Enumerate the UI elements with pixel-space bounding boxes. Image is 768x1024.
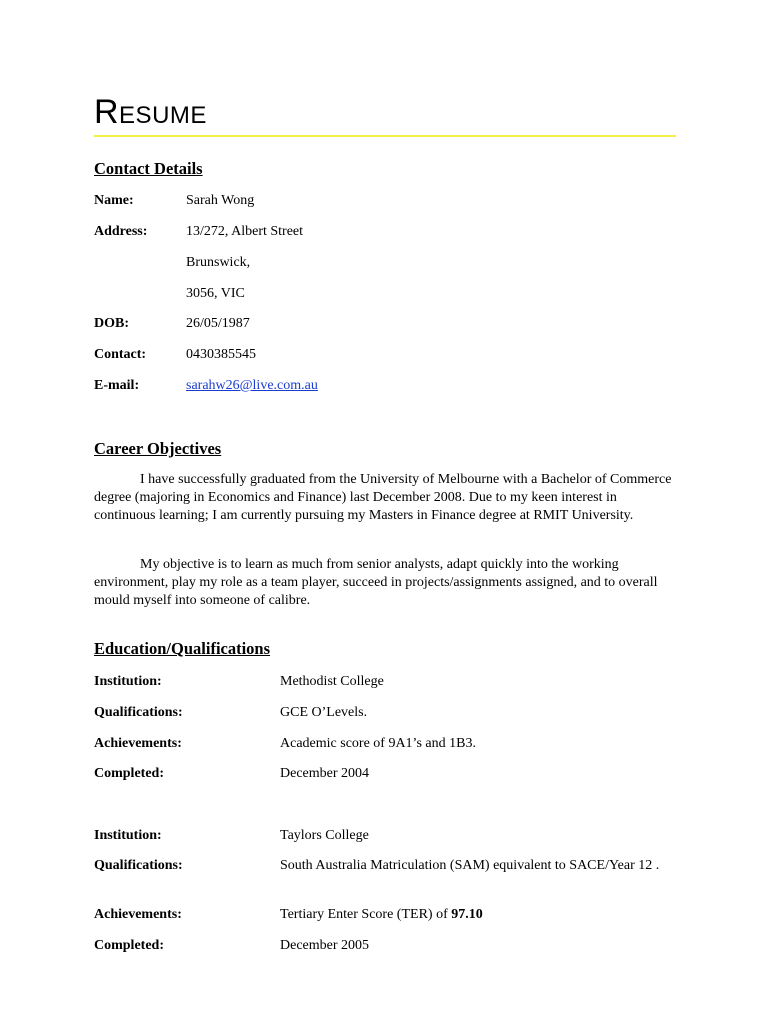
career-paragraph-2: My objective is to learn as much from senior analysts, adapt quickly into the working environment, play my role as a team player, succeed in projects/assignments assigned, and to overall mould myself into someone of calibre.	[94, 557, 658, 608]
ter-text: Tertiary Enter Score (TER) of	[280, 907, 448, 922]
page-title: Resume	[94, 93, 207, 131]
career-paragraph-1: I have successfully graduated from the University of Melbourne with a Bachelor of Commerce degree (majoring in Economics and Finance) last December 2008. Due to my keen interest in continuous learning; I am currently pursuing my Masters in Finance degree at RMIT University.	[94, 472, 672, 523]
edu-1-completed-row	[94, 765, 676, 783]
qualifications-label: Qualifications:	[94, 705, 183, 720]
title-underline-rule	[94, 135, 676, 137]
contact-email-row	[94, 377, 676, 395]
edu-2-achievements-row	[94, 906, 676, 924]
completed-label: Completed:	[94, 938, 164, 953]
edu-2-institution-row	[94, 827, 676, 845]
contact-address-row-3	[94, 285, 676, 303]
edu-1-achievements-row	[94, 735, 676, 753]
name-value: Sarah Wong	[186, 193, 255, 208]
contact-address-row-2	[94, 254, 676, 272]
address-line-2: Brunswick,	[186, 255, 251, 270]
edu-1-qualifications-row	[94, 704, 676, 722]
dob-label: DOB:	[94, 316, 129, 331]
contact-name-row	[94, 192, 676, 210]
ter-score: 97.10	[451, 907, 483, 922]
institution-label: Institution:	[94, 674, 162, 689]
edu-2-completed: December 2005	[280, 938, 370, 953]
address-line-3: 3056, VIC	[186, 286, 245, 301]
edu-2-completed-row	[94, 937, 676, 955]
institution-label: Institution:	[94, 828, 162, 843]
edu-2-qualifications: South Australia Matriculation (SAM) equivalent to SACE/Year 12 .	[280, 858, 660, 873]
dob-value: 26/05/1987	[186, 316, 250, 331]
education-heading: Education/Qualifications	[94, 639, 271, 658]
contact-label: Contact:	[94, 347, 147, 362]
edu-1-completed: December 2004	[280, 766, 370, 781]
address-line-1: 13/272, Albert Street	[186, 224, 304, 239]
name-label: Name:	[94, 193, 134, 208]
phone-value: 0430385545	[186, 347, 256, 362]
edu-2-achievements	[280, 906, 676, 924]
achievements-label: Achievements:	[94, 736, 182, 751]
contact-phone-row	[94, 346, 676, 364]
edu-1-qualifications: GCE O’Levels.	[280, 705, 368, 720]
achievements-label: Achievements:	[94, 907, 182, 922]
edu-1-achievements: Academic score of 9A1’s and 1B3.	[280, 736, 476, 751]
qualifications-label: Qualifications:	[94, 858, 183, 873]
edu-2-qualifications-row	[94, 857, 676, 875]
email-link[interactable]: sarahw26@live.com.au	[186, 378, 318, 393]
completed-label: Completed:	[94, 766, 164, 781]
contact-details-heading: Contact Details	[94, 159, 203, 178]
address-label: Address:	[94, 224, 148, 239]
edu-1-institution: Methodist College	[280, 674, 384, 689]
contact-dob-row	[94, 315, 676, 333]
email-label: E-mail:	[94, 378, 140, 393]
contact-address-row	[94, 223, 676, 241]
edu-1-institution-row	[94, 673, 676, 691]
career-objectives-heading: Career Objectives	[94, 439, 222, 458]
edu-2-institution: Taylors College	[280, 828, 369, 843]
